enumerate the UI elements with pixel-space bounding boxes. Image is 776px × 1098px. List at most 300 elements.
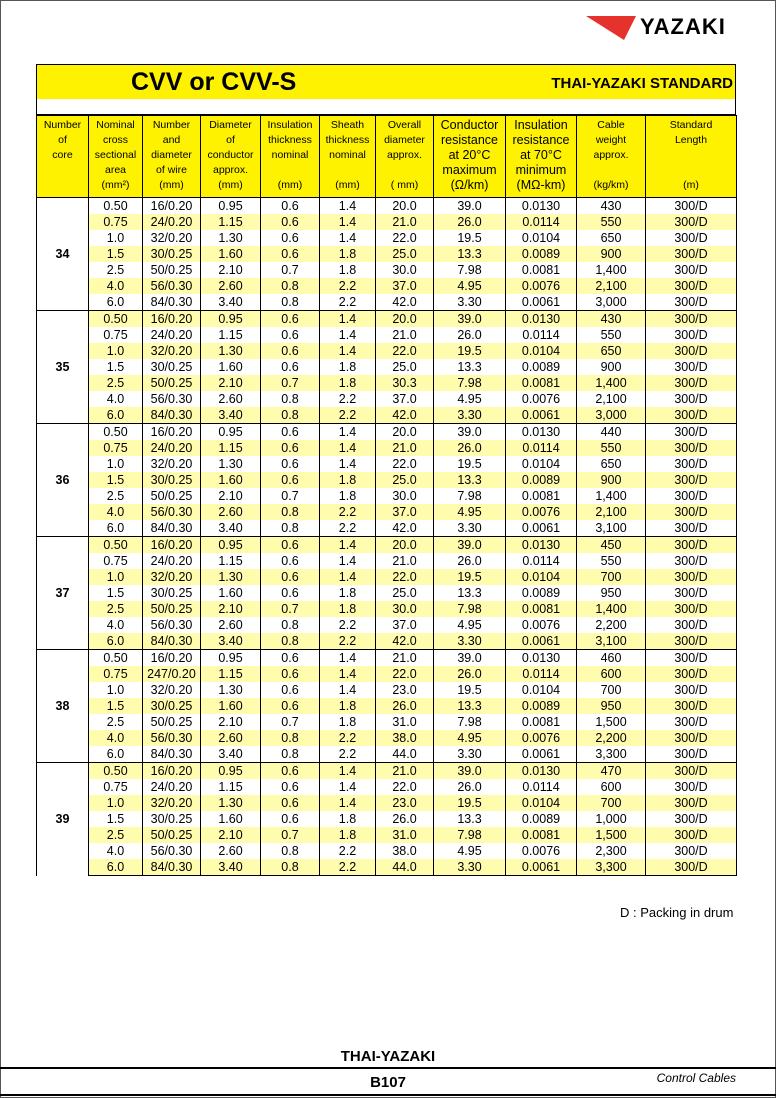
table-cell: 0.0089	[506, 698, 577, 714]
table-cell: 2.2	[320, 633, 376, 650]
table-cell: 0.0104	[506, 682, 577, 698]
table-row	[37, 666, 737, 682]
table-cell: 16/0.20	[143, 537, 201, 554]
table-cell: 1.60	[201, 811, 261, 827]
table-cell: 31.0	[376, 827, 434, 843]
table-cell: 1.5	[89, 472, 143, 488]
table-cell: 21.0	[376, 553, 434, 569]
column-header-line	[321, 163, 374, 178]
table-row	[37, 795, 737, 811]
column-header-line: nominal	[271, 149, 309, 161]
table-cell: 0.6	[261, 440, 320, 456]
table-cell: 1.4	[320, 795, 376, 811]
table-cell: 32/0.20	[143, 795, 201, 811]
table-row	[37, 407, 737, 424]
footer-rule-bottom	[0, 1094, 776, 1096]
page-number: B107	[370, 1074, 406, 1091]
table-cell: 24/0.20	[143, 214, 201, 230]
table-cell: 3.40	[201, 520, 261, 537]
column-header-line	[647, 163, 735, 178]
table-cell: 0.0061	[506, 633, 577, 650]
table-cell: 84/0.30	[143, 859, 201, 876]
table-cell: 19.5	[434, 343, 506, 359]
table-cell: 30/0.25	[143, 472, 201, 488]
table-cell: 0.0104	[506, 343, 577, 359]
table-cell: 1.0	[89, 795, 143, 811]
table-row	[37, 262, 737, 278]
table-cell: 1,400	[577, 375, 646, 391]
table-cell: 300/D	[646, 472, 737, 488]
table-cell: 0.0076	[506, 391, 577, 407]
table-cell: 0.50	[89, 311, 143, 328]
table-cell: 1.4	[320, 650, 376, 667]
table-cell: 50/0.25	[143, 827, 201, 843]
table-cell: 84/0.30	[143, 407, 201, 424]
column-header-line: sectional	[94, 149, 137, 161]
column-header-line: (mm²)	[101, 179, 130, 191]
table-cell: 650	[577, 456, 646, 472]
table-cell: 0.8	[261, 520, 320, 537]
table-cell: 1,500	[577, 827, 646, 843]
table-cell: 1.4	[320, 569, 376, 585]
table-cell: 2.60	[201, 843, 261, 859]
table-cell: 25.0	[376, 359, 434, 375]
table-cell: 1.30	[201, 795, 261, 811]
table-cell: 0.0104	[506, 456, 577, 472]
table-cell: 0.0130	[506, 650, 577, 667]
footer-company: THAI-YAZAKI	[340, 1048, 436, 1065]
table-cell: 2.10	[201, 262, 261, 278]
table-cell: 1.0	[89, 456, 143, 472]
table-cell: 39.0	[434, 650, 506, 667]
table-cell: 22.0	[376, 456, 434, 472]
table-cell: 1,400	[577, 488, 646, 504]
table-cell: 30.0	[376, 601, 434, 617]
table-cell: 13.3	[434, 359, 506, 375]
table-cell: 0.6	[261, 650, 320, 667]
column-header-line: Insulation	[267, 119, 313, 131]
table-cell: 3.30	[434, 746, 506, 763]
table-cell: 4.95	[434, 391, 506, 407]
table-cell: 0.6	[261, 214, 320, 230]
table-cell: 84/0.30	[143, 294, 201, 311]
table-cell: 84/0.30	[143, 746, 201, 763]
table-cell: 16/0.20	[143, 650, 201, 667]
table-cell: 30/0.25	[143, 246, 201, 262]
table-cell: 84/0.30	[143, 520, 201, 537]
table-cell: 0.6	[261, 198, 320, 215]
section-name: Control Cables	[656, 1071, 736, 1085]
table-cell: 25.0	[376, 246, 434, 262]
table-cell: 20.0	[376, 537, 434, 554]
table-row	[37, 569, 737, 585]
table-cell: 6.0	[89, 859, 143, 876]
table-cell: 1.8	[320, 488, 376, 504]
column-header-line: resistance	[512, 133, 570, 147]
table-cell: 0.7	[261, 601, 320, 617]
table-cell: 4.95	[434, 843, 506, 859]
table-cell: 37.0	[376, 278, 434, 294]
table-cell: 650	[577, 230, 646, 246]
table-cell: 22.0	[376, 230, 434, 246]
table-cell: 7.98	[434, 827, 506, 843]
table-cell: 4.0	[89, 278, 143, 294]
table-cell: 3.30	[434, 859, 506, 876]
table-cell: 700	[577, 569, 646, 585]
table-cell: 300/D	[646, 456, 737, 472]
table-cell: 2.2	[320, 843, 376, 859]
table-cell: 0.0089	[506, 246, 577, 262]
table-cell: 0.95	[201, 537, 261, 554]
table-cell: 300/D	[646, 246, 737, 262]
table-cell: 450	[577, 537, 646, 554]
table-cell: 300/D	[646, 682, 737, 698]
table-cell: 1.4	[320, 440, 376, 456]
table-cell: 3.30	[434, 520, 506, 537]
column-header-line	[578, 163, 644, 178]
table-cell: 950	[577, 698, 646, 714]
table-cell: 0.0089	[506, 472, 577, 488]
table-cell: 3.30	[434, 294, 506, 311]
table-row	[37, 488, 737, 504]
table-cell: 1.30	[201, 230, 261, 246]
table-cell: 2,100	[577, 391, 646, 407]
table-cell: 3,300	[577, 746, 646, 763]
table-cell: 300/D	[646, 424, 737, 441]
table-cell: 22.0	[376, 343, 434, 359]
table-cell: 1.8	[320, 811, 376, 827]
table-cell: 0.0089	[506, 811, 577, 827]
table-cell: 2,100	[577, 504, 646, 520]
table-cell: 1.60	[201, 246, 261, 262]
column-header-line: (kg/km)	[593, 179, 629, 191]
table-cell: 39.0	[434, 537, 506, 554]
column-header-line: diameter	[384, 134, 425, 146]
table-cell: 39.0	[434, 198, 506, 215]
table-cell: 16/0.20	[143, 311, 201, 328]
table-cell: 24/0.20	[143, 327, 201, 343]
table-cell: 0.0081	[506, 714, 577, 730]
table-cell: 1.5	[89, 811, 143, 827]
table-cell: 50/0.25	[143, 375, 201, 391]
table-cell: 37.0	[376, 617, 434, 633]
table-cell: 300/D	[646, 666, 737, 682]
table-cell: 0.0104	[506, 569, 577, 585]
table-cell: 1.4	[320, 343, 376, 359]
table-cell: 1.4	[320, 666, 376, 682]
table-cell: 38.0	[376, 843, 434, 859]
table-cell: 0.0104	[506, 230, 577, 246]
spec-table	[36, 115, 737, 876]
table-cell: 0.6	[261, 779, 320, 795]
table-row	[37, 537, 737, 554]
table-cell: 300/D	[646, 537, 737, 554]
table-cell: 950	[577, 585, 646, 601]
table-cell: 300/D	[646, 859, 737, 876]
table-cell: 2.10	[201, 488, 261, 504]
column-header-line: maximum	[442, 163, 497, 177]
table-cell: 3,000	[577, 294, 646, 311]
table-cell: 30.0	[376, 262, 434, 278]
table-cell: 3.30	[434, 407, 506, 424]
column-header-line: area	[104, 164, 126, 176]
table-cell: 20.0	[376, 311, 434, 328]
table-cell: 0.0114	[506, 779, 577, 795]
table-cell: 0.6	[261, 698, 320, 714]
table-cell: 4.95	[434, 278, 506, 294]
column-header-line: of	[58, 134, 67, 146]
table-cell: 300/D	[646, 795, 737, 811]
table-cell: 300/D	[646, 311, 737, 328]
table-row	[37, 214, 737, 230]
title-spacer	[36, 99, 736, 115]
table-cell: 0.0104	[506, 795, 577, 811]
table-cell: 19.5	[434, 795, 506, 811]
table-cell: 300/D	[646, 343, 737, 359]
column-header-line: (mm)	[277, 179, 303, 191]
yazaki-logo	[586, 14, 746, 42]
table-cell: 300/D	[646, 391, 737, 407]
table-cell: 2.2	[320, 407, 376, 424]
table-row	[37, 633, 737, 650]
table-cell: 300/D	[646, 779, 737, 795]
table-cell: 2,300	[577, 843, 646, 859]
table-row	[37, 472, 737, 488]
table-cell: 1.4	[320, 779, 376, 795]
column-header-line: of	[226, 134, 235, 146]
table-cell: 300/D	[646, 278, 737, 294]
table-cell: 470	[577, 763, 646, 780]
table-cell: 300/D	[646, 811, 737, 827]
table-cell: 2.5	[89, 262, 143, 278]
table-cell: 1.5	[89, 585, 143, 601]
table-cell: 2.5	[89, 488, 143, 504]
table-cell: 0.6	[261, 585, 320, 601]
table-cell: 0.6	[261, 553, 320, 569]
table-cell: 0.0114	[506, 666, 577, 682]
table-cell: 30.0	[376, 488, 434, 504]
table-cell: 42.0	[376, 407, 434, 424]
table-cell: 31.0	[376, 714, 434, 730]
table-cell: 0.95	[201, 650, 261, 667]
table-cell: 7.98	[434, 601, 506, 617]
table-cell: 2.5	[89, 375, 143, 391]
table-cell: 300/D	[646, 262, 737, 278]
table-cell: 1,400	[577, 262, 646, 278]
table-cell: 6.0	[89, 407, 143, 424]
table-row	[37, 391, 737, 407]
table-cell: 56/0.30	[143, 391, 201, 407]
table-cell: 0.50	[89, 763, 143, 780]
table-row	[37, 520, 737, 537]
table-cell: 0.0061	[506, 859, 577, 876]
table-row	[37, 553, 737, 569]
table-cell: 3.40	[201, 407, 261, 424]
column-header-line: weight	[595, 134, 627, 146]
table-row	[37, 843, 737, 859]
table-cell: 2.2	[320, 617, 376, 633]
table-cell: 30.3	[376, 375, 434, 391]
table-cell: 4.95	[434, 730, 506, 746]
table-cell: 21.0	[376, 440, 434, 456]
table-cell: 84/0.30	[143, 633, 201, 650]
table-cell: 0.8	[261, 633, 320, 650]
table-cell: 247/0.20	[143, 666, 201, 682]
table-cell: 900	[577, 359, 646, 375]
table-cell: 700	[577, 682, 646, 698]
column-header	[646, 116, 737, 198]
table-row	[37, 456, 737, 472]
column-header-line: Sheath	[330, 119, 365, 131]
column-header-line: at 20°C	[448, 148, 491, 162]
table-cell: 0.7	[261, 375, 320, 391]
table-cell: 300/D	[646, 601, 737, 617]
column-header-line: nominal	[329, 149, 366, 161]
table-cell: 0.0081	[506, 375, 577, 391]
table-cell: 4.0	[89, 391, 143, 407]
table-cell: 2,200	[577, 730, 646, 746]
column-header-line: minimum	[515, 163, 567, 177]
column-header-line: ( mm)	[390, 179, 419, 191]
table-cell: 0.0076	[506, 278, 577, 294]
table-row	[37, 763, 737, 780]
column-header-line: (mm)	[335, 179, 360, 191]
table-cell: 2.60	[201, 278, 261, 294]
table-cell: 2.60	[201, 617, 261, 633]
table-cell: 26.0	[376, 698, 434, 714]
table-cell: 3,000	[577, 407, 646, 424]
table-row	[37, 811, 737, 827]
column-header-line: (mm)	[218, 179, 243, 191]
table-cell: 26.0	[434, 440, 506, 456]
table-cell: 32/0.20	[143, 569, 201, 585]
table-cell: 2.60	[201, 730, 261, 746]
table-cell: 56/0.30	[143, 617, 201, 633]
table-cell: 300/D	[646, 763, 737, 780]
table-cell: 0.0130	[506, 537, 577, 554]
table-cell: 300/D	[646, 698, 737, 714]
table-cell: 23.0	[376, 795, 434, 811]
table-cell: 19.5	[434, 456, 506, 472]
table-cell: 50/0.25	[143, 262, 201, 278]
table-cell: 2.2	[320, 746, 376, 763]
table-cell: 300/D	[646, 375, 737, 391]
table-cell: 16/0.20	[143, 763, 201, 780]
table-cell: 1.5	[89, 359, 143, 375]
table-cell: 300/D	[646, 488, 737, 504]
table-cell: 1.15	[201, 214, 261, 230]
table-cell: 1.0	[89, 230, 143, 246]
table-cell: 0.50	[89, 650, 143, 667]
column-header-line: Number	[43, 119, 82, 131]
table-cell: 1.60	[201, 359, 261, 375]
table-row	[37, 698, 737, 714]
table-cell: 1.15	[201, 553, 261, 569]
table-cell: 550	[577, 327, 646, 343]
table-cell: 3.40	[201, 859, 261, 876]
table-cell: 0.6	[261, 472, 320, 488]
table-row	[37, 779, 737, 795]
table-row	[37, 278, 737, 294]
table-cell: 2,200	[577, 617, 646, 633]
table-cell: 300/D	[646, 585, 737, 601]
table-cell: 0.0130	[506, 424, 577, 441]
table-cell: 19.5	[434, 569, 506, 585]
table-cell: 1.4	[320, 456, 376, 472]
table-cell: 21.0	[376, 327, 434, 343]
table-cell: 1.8	[320, 359, 376, 375]
column-header-line: (mm)	[159, 179, 184, 191]
table-cell: 0.0114	[506, 440, 577, 456]
table-cell: 2.5	[89, 827, 143, 843]
table-row	[37, 650, 737, 667]
table-cell: 19.5	[434, 230, 506, 246]
table-cell: 1.8	[320, 827, 376, 843]
table-cell: 1.4	[320, 763, 376, 780]
table-cell: 1,400	[577, 601, 646, 617]
table-cell: 300/D	[646, 327, 737, 343]
table-cell: 3.40	[201, 746, 261, 763]
packing-note: D : Packing in drum	[620, 905, 734, 920]
standard-label: THAI-YAZAKI STANDARD	[551, 75, 733, 92]
column-header-line: at 70°C	[520, 148, 562, 162]
table-cell: 0.95	[201, 311, 261, 328]
table-cell: 7.98	[434, 375, 506, 391]
table-cell: 1.4	[320, 311, 376, 328]
table-cell: 0.6	[261, 666, 320, 682]
table-cell: 39.0	[434, 424, 506, 441]
table-cell: 2.2	[320, 859, 376, 876]
column-header	[320, 116, 376, 198]
table-cell: 2.5	[89, 601, 143, 617]
table-cell: 1.8	[320, 246, 376, 262]
column-header-line: conductor	[207, 149, 254, 161]
table-cell: 44.0	[376, 859, 434, 876]
table-cell: 1.4	[320, 424, 376, 441]
table-cell: 0.6	[261, 763, 320, 780]
core-count-cell: 35	[37, 311, 89, 424]
table-cell: 1.4	[320, 214, 376, 230]
table-body	[37, 198, 737, 876]
table-cell: 0.6	[261, 359, 320, 375]
table-cell: 13.3	[434, 698, 506, 714]
column-header-line: (Ω/km)	[450, 178, 489, 192]
table-cell: 0.0130	[506, 311, 577, 328]
table-cell: 0.8	[261, 617, 320, 633]
table-cell: 32/0.20	[143, 456, 201, 472]
table-cell: 550	[577, 214, 646, 230]
table-row	[37, 746, 737, 763]
table-cell: 1.8	[320, 585, 376, 601]
table-cell: 6.0	[89, 746, 143, 763]
column-header-line: Standard	[669, 119, 713, 131]
table-header-row	[37, 116, 737, 198]
table-cell: 300/D	[646, 569, 737, 585]
table-cell: 0.7	[261, 262, 320, 278]
core-count-cell: 39	[37, 763, 89, 876]
table-cell: 300/D	[646, 230, 737, 246]
table-cell: 900	[577, 246, 646, 262]
table-cell: 1.4	[320, 553, 376, 569]
table-cell: 1.15	[201, 327, 261, 343]
table-row	[37, 859, 737, 876]
table-cell: 3,300	[577, 859, 646, 876]
table-cell: 4.95	[434, 617, 506, 633]
table-cell: 0.0081	[506, 488, 577, 504]
table-cell: 0.8	[261, 730, 320, 746]
table-cell: 39.0	[434, 311, 506, 328]
table-cell: 6.0	[89, 520, 143, 537]
